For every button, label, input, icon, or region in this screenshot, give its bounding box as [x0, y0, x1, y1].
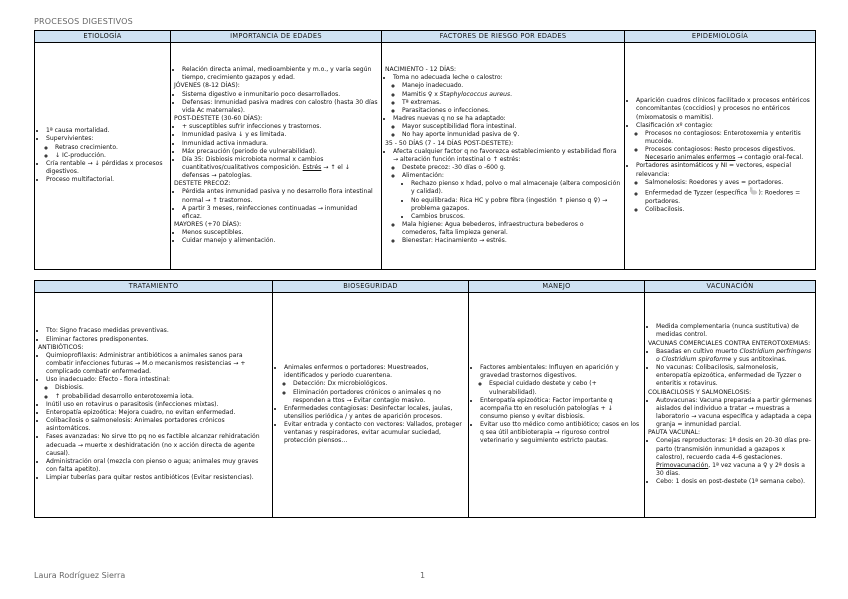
list-item: ◦ Salmonelosis: Roedores y aves = portadores. — [645, 179, 812, 187]
list-item: • 1ª causa mortalidad. — [46, 127, 167, 135]
list-item: ◦ Disbiosis. — [55, 384, 269, 392]
section-heading: MAYORES (+70 DÍAS): — [174, 221, 242, 229]
footer-page-number: 1 — [420, 571, 426, 580]
list-item-text: Enfermedad de Tyzzer (específica — [645, 189, 750, 197]
list-item: • Inmunidad activa inmadura. — [182, 140, 378, 148]
document-title: PROCESOS DIGESTIVOS — [34, 17, 133, 26]
list-item — [656, 348, 812, 364]
list-item: • Proceso multifactorial. — [46, 176, 167, 184]
list-item: • Evitar uso tto médico como antibiótico; casos en los q sea útil antibioterapia → riguroso control veterinario y seguimiento estricto pautas. — [480, 421, 641, 445]
header-etiologia: ETIOLOGÍA — [35, 31, 171, 43]
header-manejo: MANEJO — [469, 281, 645, 293]
list-item — [645, 146, 812, 162]
section-heading: NACIMIENTO - 12 DÍAS: — [385, 66, 456, 74]
list-item: • Aparición cuadros clínicos facilitado x procesos entéricos concomitantes (coccidios) y procesos no entéricos (mixomatosis o mamitis). — [636, 97, 812, 121]
header-bioseguridad: BIOSEGURIDAD — [273, 281, 469, 293]
list-item: • Eliminar factores predisponentes. — [46, 336, 269, 344]
underlined-text: Necesario animales enfermos — [645, 154, 736, 162]
section-heading: POST-DESTETE (30-60 DÍAS): — [174, 115, 263, 123]
list-item: ◦ Manejo inadecuado. — [402, 82, 621, 90]
list-item-text: y sus antitoxinas. — [731, 355, 787, 363]
cell-epidemiologia — [625, 42, 816, 269]
list-item: • Relación directa animal, medioambiente y m.o., y varía según tiempo, crecimiento gazapos y edad. — [182, 66, 378, 82]
section-heading: COLIBACILOSIS Y SALMONELOSIS: — [648, 388, 752, 396]
header-tratamiento: TRATAMIENTO — [35, 281, 273, 293]
header-vacunacion: VACUNACIÓN — [645, 281, 816, 293]
list-item-text: Uso inadecuado: Efecto - flora intestinal: — [46, 376, 171, 384]
list-item — [656, 437, 812, 478]
list-item-text: Día 35: Disbiosis microbiota normal x cambios cuantitativos/cualitativos composición. — [182, 155, 324, 171]
list-item: • Rechazo pienso x hdad, polvo o mal almacenaje (altera composición y calidad). — [411, 180, 621, 196]
list-item: • Pérdida antes inmunidad pasiva y no desarrollo flora intestinal normal → ↑ trastornos. — [182, 188, 378, 204]
list-item: • Cambios bruscos. — [411, 213, 621, 221]
list-item — [645, 187, 812, 206]
list-item: • Inmunidad pasiva ↓ y es limitada. — [182, 131, 378, 139]
list-item: • Sistema digestivo e inmunitario poco desarrollados. — [182, 91, 378, 99]
list-item: ◦ Parasitaciones o infecciones. — [402, 107, 621, 115]
list-item: • + susceptibles sufrir infecciones y trastornos. — [182, 123, 378, 131]
list-item-text: Madres nuevas q no se ha adaptado: — [393, 115, 506, 123]
list-item: ◦ Retraso crecimiento. — [55, 144, 167, 152]
section-heading: JÓVENES (8-12 DÍAS): — [174, 82, 240, 90]
header-factores-riesgo: FACTORES DE RIESGO POR EDADES — [382, 31, 625, 43]
list-item: • A partir 3 meses, reinfecciones continuadas → inmunidad eficaz. — [182, 205, 378, 221]
list-item: ◦ Procesos no contagiosos: Enterotoxemia y enteritis mucoide. — [645, 130, 812, 146]
list-item — [46, 135, 167, 159]
italic-species: Clostridium perfringens o Clostridium spiroforme — [656, 347, 812, 363]
list-item-text: . — [510, 90, 513, 98]
list-item — [636, 122, 812, 163]
list-item: ◦ Destete precoz: -30 días o -600 g. — [402, 164, 621, 172]
list-item-text: ): Roedores = portadores. — [645, 189, 801, 206]
list-item: ◦ Bienestar: Hacinamiento → estrés. — [402, 237, 621, 245]
cell-importancia-edades — [171, 42, 382, 269]
list-item: • Enfermedades contagiosas: Desinfectar locales, jaulas, utensilios periódica / y antes de aparición procesos. — [284, 405, 465, 421]
list-item-text: Alimentación: — [402, 172, 444, 180]
list-item — [393, 115, 621, 139]
header-importancia-edades: IMPORTANCIA DE EDADES — [171, 31, 382, 43]
section-heading: PAUTA VACUNAL: — [648, 429, 700, 437]
list-item: ◦ Detección: Dx microbiológicos. — [293, 380, 465, 388]
list-item-text: Basadas en cultivo muerto — [656, 347, 740, 355]
list-item — [46, 376, 269, 400]
header-epidemiologia: EPIDEMIOLOGÍA — [625, 31, 816, 43]
list-item — [393, 74, 621, 115]
list-item-text: → ↑ el ↓ defensas → patologías. — [182, 163, 350, 180]
section-heading: 35 - 50 DÍAS (7 - 14 DÍAS POST-DESTETE): — [385, 139, 514, 147]
list-item: • Evitar entrada y contacto con vectores: Vallados, proteger ventanas y respiradores, evitar acumular suciedad, protección piensos… — [284, 421, 465, 445]
section-heading: VACUNAS COMERCIALES CONTRA ENTEROTOXEMIAS: — [648, 339, 811, 347]
list-item: • Enteropatía epizoótica: Mejora cuadro, no evitan enfermedad. — [46, 409, 269, 417]
list-item: • No vacunas: Colibacilosis, salmonelosis, enteropatía epizoótica, enfermedad de Tyzzer o enteritis x rotavirus. — [656, 364, 812, 388]
cell-tratamiento — [35, 292, 273, 517]
list-item — [402, 91, 621, 99]
list-item-text: Supervivientes: — [46, 135, 94, 143]
list-item: • No equilibrada: Rica HC y pobre fibra (ingestión ↑ pienso q ♀) → problema gazapos. — [411, 197, 621, 213]
list-item — [182, 156, 378, 180]
list-item — [284, 364, 465, 405]
cell-etiologia — [35, 42, 171, 269]
list-item: • Enteropatía epizoótica: Factor importante q acompaña tto en resolución patologías + ↓ consumo pienso y evitar disbiosis. — [480, 397, 641, 421]
list-item: ◦ ↑ probabilidad desarrollo enterotoxemia iota. — [55, 393, 269, 401]
list-item: • Colibacilosis o salmonelosis: Animales portadores crónicos asintomáticos. — [46, 417, 269, 433]
table-etiology-age-risk-epidemiology — [34, 30, 816, 270]
list-item: ◦ Tª extremas. — [402, 99, 621, 107]
list-item — [636, 162, 812, 214]
list-item — [393, 148, 621, 246]
cell-bioseguridad — [273, 292, 469, 517]
list-item: ◦ ↓ IC-producción. — [55, 152, 167, 160]
list-item: ◦ No hay aporte inmunidad pasiva de ♀. — [402, 131, 621, 139]
cell-manejo — [469, 292, 645, 517]
list-item: • Cuidar manejo y alimentación. — [182, 237, 378, 245]
list-item: • Quimioprofilaxis: Administrar antibióticos a animales sanos para combatir infecciones futuras → M.o mecanismos resistencias → + complicado combatir enfermedad. — [46, 352, 269, 376]
list-item: • Máx precaución (periodo de vulnerabilidad). — [182, 148, 378, 156]
cell-factores-riesgo — [382, 42, 625, 269]
italic-species: Staphylococcus aureus — [439, 90, 511, 98]
list-item: • Cría rentable → ↓ pérdidas x procesos digestivos. — [46, 160, 167, 176]
list-item: • Menos susceptibles. — [182, 229, 378, 237]
cell-vacunacion — [645, 292, 816, 517]
list-item-text: Portadores asintomáticos y NI = vectores, especial relevancia: — [636, 162, 792, 178]
list-item-text: → contagio oral-fecal. — [735, 154, 804, 162]
list-item: ◦ Colibacilosis. — [645, 206, 812, 214]
list-item-text: Clasificación xº contagio: — [636, 121, 713, 129]
list-item-text: Toma no adecuada leche o calostro: — [393, 74, 503, 82]
list-item: • Limpiar tuberías para quitar restos antibióticos (Evitar resistencias). — [46, 474, 269, 482]
list-item: • Cebo: 1 dosis en post-destete (1ª semana cebo). — [656, 478, 812, 486]
list-item: • Defensas: Inmunidad pasiva madres con calostro (hasta 30 días vida Ac maternales). — [182, 99, 378, 115]
list-item: ◦ Mayor susceptibilidad flora intestinal. — [402, 123, 621, 131]
table-row — [35, 42, 816, 269]
underlined-text: Primovacunación — [656, 461, 709, 469]
section-heading: DESTETE PRECOZ: — [174, 180, 231, 188]
list-item: ◦ Mala higiene: Agua bebederos, infraestructura bebederos o comederos, falta limpieza general. — [402, 221, 621, 237]
list-item: • Autovacunas: Vacuna preparada a partir gérmenes aislados del individuo a tratar → muestras a laboratorio → vacuna específica y adaptada a cepa granja = inmunidad parcial. — [656, 397, 812, 430]
table-row — [35, 292, 816, 517]
section-heading: ANTIBIÓTICOS: — [38, 343, 84, 351]
list-item: ◦ Eliminación portadores crónicos o animales q no responden a ttos → Evitar contagio masivo. — [293, 389, 465, 405]
table-header-row — [35, 31, 816, 43]
footer-author: Laura Rodríguez Sierra — [34, 571, 126, 580]
list-item — [480, 364, 641, 397]
list-item: • Medida complementaria (nunca sustitutiva) de medidas control. — [656, 323, 812, 339]
list-item-text: , 1ª vez vacuna a ♀ y 2ª dosis a 30 días. — [656, 461, 805, 478]
list-item: • Inútil uso en rotavirus o parasitosis (infecciones mixtas). — [46, 401, 269, 409]
list-item: • Administración oral (mezcla con pienso o agua; animales muy graves con falta apetito). — [46, 458, 269, 474]
list-item: ◦ Especial cuidado destete y cebo (+ vulnerabilidad). — [489, 380, 641, 396]
list-item: • Tto: Signo fracaso medidas preventivas. — [46, 327, 269, 335]
list-item: • Fases avanzadas: No sirve tto pq no es factible alcanzar rehidratación adecuada → muerte x deshidratación (no x acción directa de agente causal). — [46, 433, 269, 457]
list-item-text: Factores ambientales: Influyen en aparición y gravedad trastornos digestivos. — [480, 364, 619, 380]
underlined-text: Estrés — [302, 163, 322, 171]
list-item — [402, 172, 621, 221]
list-item-text: Procesos contagiosos: Resto procesos digestivos. — [645, 146, 796, 154]
list-item-text: Afecta cualquier factor q no favorezca establecimiento y estabilidad flora → alteración función intestinal o ↑ estrés: — [393, 147, 617, 163]
table-treatment-biosecurity-management-vaccination — [34, 280, 816, 518]
list-item-text: Mamitis ♀ x — [402, 90, 440, 98]
list-item-text: Animales enfermos o portadores: Muestreados, identificados y periodo cuarentena. — [284, 364, 429, 380]
table-header-row — [35, 281, 816, 293]
list-item-text: Conejas reproductoras: 1ª dosis en 20-30 días pre-parto (transmisión inmunidad a gazapos x calostro), recuerdo cada 4-6 gestaciones. — [656, 437, 811, 461]
